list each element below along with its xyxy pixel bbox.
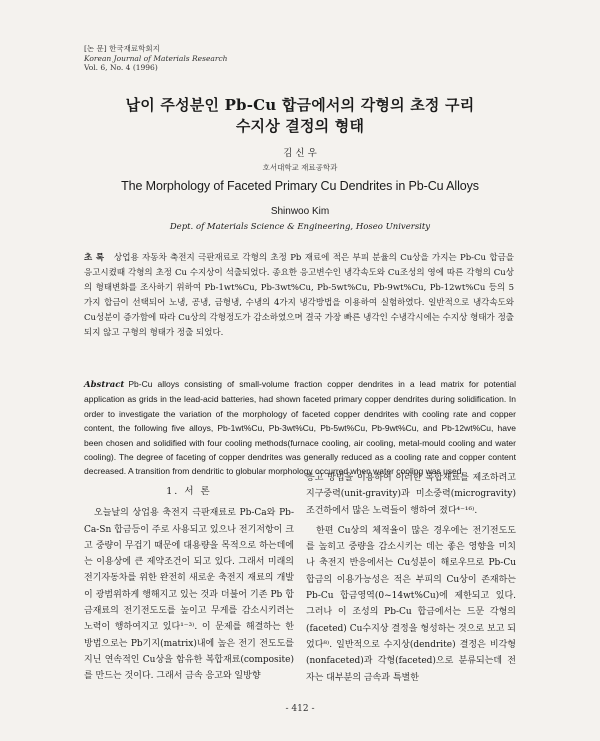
- section-heading-introduction: 1. 서 론: [166, 486, 212, 497]
- abstract-korean: [84, 251, 514, 341]
- title-korean-line-1: 납이 주성분인 Pb-Cu 합금에서의 각형의 초정 구리: [125, 96, 475, 114]
- abstract-korean-text: 상업용 자동차 축전지 극판재료로 각형의 초정 Pb 재료에 적은 부피 분율의 Cu상을 가지는 Pb-Cu 합금을 응고시켰때 각형의 초정 Cu 수지상이 석출되었다. 종요한 응고변수인 냉각속도와 Cu조성의 영에 따른 각형의 Cu상의 형태변화를 조사하기 위하여 Pb-1wt%Cu, Pb-3wt%Cu, Pb-5wt%Cu, Pb-9wt%Cu, Pb-12wt%Cu 등의 5가지 합금이 선택되어 노냉, 공냉, 금형냉, 수냉의 4가지 냉각방법을 이용하여 실험하였다. 일반적으로 냉각속도와 Cu성분이 증가함에 따라 Cu상의 각형정도가 감소하였으며 결국 가장 빠른 냉각인 수냉각시에는 수지상 형태가 정출되지 않고 구형의 형태가 정출 되었다.: [84, 253, 514, 338]
- intro-paragraph-1-continued: 응고 방법을 이용하여 이러한 복합재료를 제조하려고 지구중력(unit-gravity)과 미소중력(microgravity) 조건하에서 많은 노력들이 행하여 졌다⁴⁻¹⁶⁾.: [306, 473, 516, 516]
- abstract-english-text: Pb-Cu alloys consisting of small-volume fraction copper dendrites in a lead matrix for potential application as grids in the lead-acid batteries, had shown faceted primary copper dendrites during solidification. In order to investigate the variation of the morphology of faceted copper dendrites with cooling rate and copper content, the following five alloys, Pb-1wt%Cu, Pb-3wt%Cu, Pb-5wt%Cu, Pb-9wt%Cu, and Pb-12wt%Cu, have been chosen and solidified with four cooling methods(furnace cooling, air cooling, metal-mould cooling and water cooling). The degree of faceting of copper dendrites was generally reduced as a cooling rate and copper content decreased. A transition from dendritic to globular morphology occurred when water cooling was used.: [84, 379, 516, 477]
- journal-english-name: Korean Journal of Materials Research: [84, 53, 228, 63]
- paper-title-english: The Morphology of Faceted Primary Cu Dendrites in Pb-Cu Alloys: [121, 179, 479, 193]
- author-english: Shinwoo Kim: [270, 206, 330, 217]
- page-number: - 412 -: [285, 704, 315, 714]
- body-column-left: [84, 484, 294, 685]
- intro-paragraph-1: 오늘날의 상업용 축전지 극판재료로 Pb-Ca와 Pb-Ca-Sn 합금등이 주로 사용되고 있으나 전기저항이 크고 중량이 무겁기 때문에 대용량을 목적으로 하는데에는 이용상에 큰 제약조건이 되고 있다. 그래서 미래의 전기자동차를 위한 완전히 새로운 축전지 재료의 개발이 광범위하게 행해지고 있는 것과 더불어 기존 Pb 합금재료의 전기전도도를 높이고 무게를 감소시키려는 노력이 행하여지고 있다¹⁻³⁾. 이 문제를 해결하는 한 방법으로는 Pb기지(matrix)내에 높은 전기 전도도를 지닌 연속적인 Cu상을 함유한 복합재료(composite)를 만드는 것이다. 그래서 금속 응고와 일방향: [84, 508, 294, 682]
- affiliation-korean: 호서대학교 재료공학과: [262, 163, 338, 172]
- intro-paragraph-2: 한편 Cu상의 체적율이 많은 경우에는 전기전도도를 높히고 중량을 감소시키는 데는 좋은 영향을 미치나 축전지 반응에서는 Cu성분이 해로우므로 Pb-Cu합금의 이용가능성은 적은 부피의 Cu상이 존재하는 Pb-Cu 합금영역(0~14wt%Cu)에 제한되고 있다. 그러나 이 조성의 Pb-Cu 합금에서는 드문 각형의(faceted) Cu수지상 결정을 형성하는 것으로 보고 되었다⁸⁾. 일반적으로 수지상(dendrite) 결정은 비각형(nonfaceted)과 각형(faceted)으로 분류되는데 전자는 대부분의 금속과 특별한: [306, 525, 516, 683]
- journal-volume: Vol. 6, No. 4 (1996): [84, 63, 158, 72]
- abstract-english-label: Abstract: [84, 380, 125, 390]
- paper-title-korean: [0, 95, 600, 137]
- affiliation-english: Dept. of Materials Science & Engineering, Hoseo University: [169, 222, 431, 232]
- abstract-korean-label: 초 록: [84, 253, 105, 263]
- body-column-right: [306, 470, 516, 686]
- journal-header: [84, 44, 227, 73]
- abstract-english: [84, 377, 516, 479]
- title-korean-line-2: 수지상 결정의 형태: [235, 117, 365, 135]
- journal-korean-name: [논 문] 한국재료학회지: [84, 44, 160, 53]
- author-korean: 김 신 우: [283, 148, 317, 159]
